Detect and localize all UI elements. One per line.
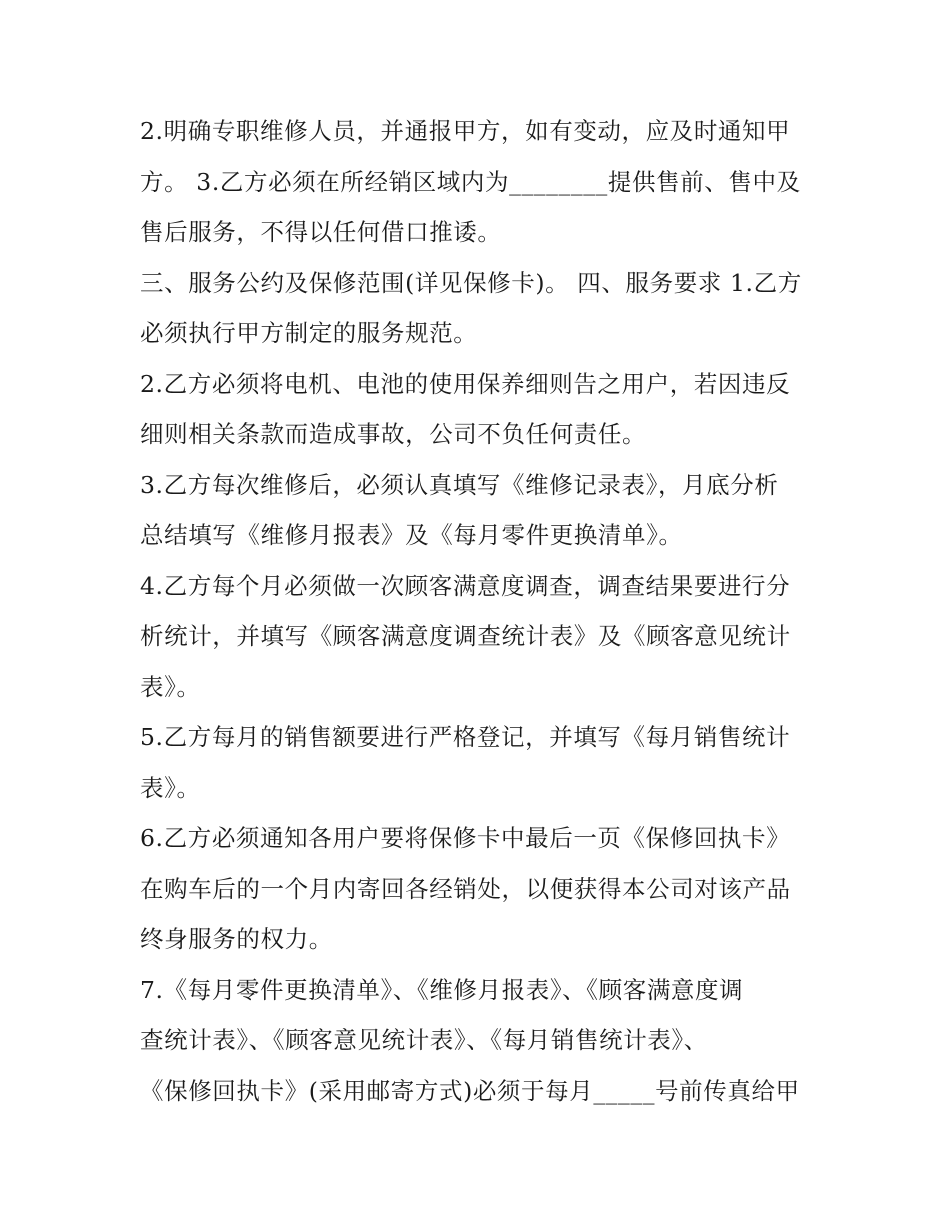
text-line: 2.乙方必须将电机、电池的使用保养细则告之用户，若因违反 [140, 369, 791, 398]
text-line: 7.《每月零件更换清单》、《维修月报表》、《顾客满意度调 [140, 975, 744, 1004]
text-line: 6.乙方必须通知各用户要将保修卡中最后一页《保修回执卡》 [140, 824, 791, 852]
text-line: 2.明确专职维修人员，并通报甲方，如有变动，应及时通知甲 [140, 117, 791, 145]
text-line: 查统计表》、《顾客意见统计表》、《每月销售统计表》、 [140, 1026, 708, 1054]
text-line: 析统计，并填写《顾客满意度调查统计表》及《顾客意见统计 [140, 622, 791, 650]
text-line: 《保修回执卡》(采用邮寄方式)必须于每月_____号前传真给甲 [140, 1076, 800, 1105]
text-line: 必须执行甲方制定的服务规范。 [140, 319, 478, 347]
text-line: 表》。 [140, 773, 201, 802]
text-line: 细则相关条款而造成事故，公司不负任何责任。 [140, 420, 647, 448]
text-line: 表》。 [140, 672, 201, 701]
text-line: 4.乙方每个月必须做一次顾客满意度调查，调查结果要进行分 [140, 571, 791, 600]
text-line: 售后服务，不得以任何借口推诿。 [140, 218, 502, 246]
text-line: 5.乙方每月的销售额要进行严格登记，并填写《每月销售统计 [140, 723, 791, 751]
text-line: 在购车后的一个月内寄回各经销处，以便获得本公司对该产品 [140, 874, 791, 903]
text-line: 方。 3.乙方必须在所经销区域内为________提供售前、售中及 [140, 167, 801, 196]
text-line: 总结填写《维修月报表》及《每月零件更换清单》。 [140, 521, 683, 549]
text-line: 3.乙方每次维修后，必须认真填写《维修记录表》，月底分析 [140, 470, 779, 499]
text-line: 终身服务的权力。 [140, 925, 333, 953]
text-line: 三、服务公约及保修范围(详见保修卡)。 四、服务要求 1.乙方 [140, 268, 802, 297]
document-body [140, 106, 820, 1116]
